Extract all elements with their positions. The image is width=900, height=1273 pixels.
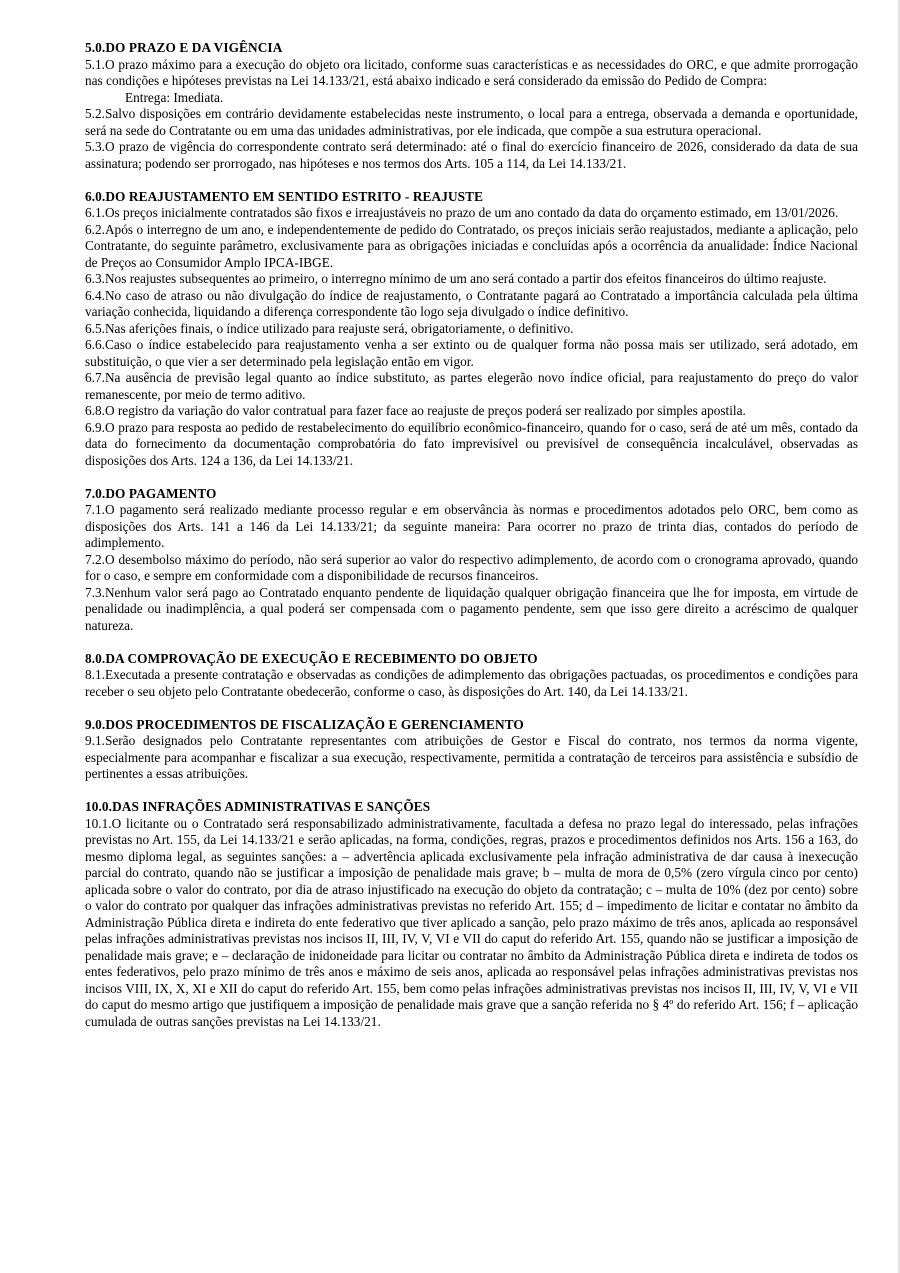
- section-heading: 6.0.DO REAJUSTAMENTO EM SENTIDO ESTRITO - REAJUSTE: [85, 188, 484, 204]
- clause-paragraph: 6.8.O registro da variação do valor contratual para fazer face ao reajuste de preços poderá ser realizado por simples apostila.: [85, 403, 746, 418]
- section-heading: 9.0.DOS PROCEDIMENTOS DE FISCALIZAÇÃO E GERENCIAMENTO: [85, 716, 524, 732]
- section-heading: 7.0.DO PAGAMENTO: [85, 485, 217, 501]
- clause-paragraph: 9.1.Serão designados pelo Contratante representantes com atribuições de Gestor e Fiscal do contrato, nos termos da norma vigente, especialmente para acompanhar e fiscalizar a sua execução, respectivamente, permitida a contratação de terceiros para assistência e subsídio de pertinentes a essas atribuições.: [85, 733, 858, 781]
- document-body: [85, 40, 858, 1030]
- clause-paragraph: 6.1.Os preços inicialmente contratados são fixos e irreajustáveis no prazo de um ano contado da data do orçamento estimado, em 13/01/2026.: [85, 205, 839, 220]
- clause-paragraph: 5.3.O prazo de vigência do correspondente contrato será determinado: até o final do exercício financeiro de 2026, considerado da data de sua assinatura; podendo ser prorrogado, nas hipóteses e nos termos dos Arts. 105 a 114, da Lei 14.133/21.: [85, 139, 858, 171]
- clause-paragraph: 7.2.O desembolso máximo do período, não será superior ao valor do respectivo adimplemento, de acordo com o cronograma aprovado, quando for o caso, e sempre em conformidade com a disponibilidade de recursos financeiros.: [85, 551, 858, 583]
- document-section: [85, 651, 858, 701]
- document-section: [85, 717, 858, 783]
- clause-paragraph: 10.1.O licitante ou o Contratado será responsabilizado administrativamente, facultada a defesa no prazo legal do interessado, pelas infrações previstas no Art. 155, da Lei 14.133/21 e serão aplicadas, na forma, condições, regras, prazos e procedimentos definidos nos Arts. 156 a 163, do mesmo diploma legal, as seguintes sanções: a – advertência aplicada exclusivamente pela infração administrativa de dar causa à inexecução parcial do contrato, quando não se justificar a imposição de penalidade mais grave; b – multa de mora de 0,5% (zero vírgula cinco por cento) aplicada sobre o valor do contrato, por dia de atraso injustificado na execução do objeto da contratação; c – multa de 10% (dez por cento) sobre o valor do contrato por qualquer das infrações administrativas previstas no referido Art. 155; d – impedimento de licitar e contatar no âmbito da Administração Pública direta e indireta do ente federativo que tiver aplicado a sanção, pelo prazo máximo de três anos, aplicada ao responsável pelas infrações administrativas previstas nos incisos II, III, IV, V, VI e VII do caput do referido Art. 155, quando não se justificar a imposição de penalidade mais grave; e – declaração de inidoneidade para licitar ou contratar no âmbito da Administração Pública direta e indireta de todos os entes federativos, pelo prazo mínimo de três anos e máximo de seis anos, aplicada ao responsável pelas infrações administrativas previstas nos incisos VIII, IX, X, XI e XII do caput do referido Art. 155, bem como pelas infrações administrativas previstas nos incisos II, III, IV, V, VI e VII do caput do mesmo artigo que justifiquem a imposição de penalidade mais grave que a sanção referida no § 4º do referido Art. 156; f – aplicação cumulada de outras sanções previstas na Lei 14.133/21.: [85, 815, 858, 1029]
- document-section: [85, 189, 858, 470]
- section-heading: 5.0.DO PRAZO E DA VIGÊNCIA: [85, 40, 283, 55]
- document-section: [85, 799, 858, 1030]
- document-section: [85, 40, 858, 172]
- clause-paragraph: 8.1.Executada a presente contratação e observadas as condições de adimplemento das obrigações pactuadas, os procedimentos e condições para receber o seu objeto pelo Contratante obedecerão, conforme o caso, às disposições do Art. 140, da Lei 14.133/21.: [85, 667, 858, 699]
- clause-paragraph: 6.7.Na ausência de previsão legal quanto ao índice substituto, as partes elegerão novo índice oficial, para reajustamento do preço do valor remanescente, por meio de termo aditivo.: [85, 370, 858, 402]
- clause-paragraph: 6.4.No caso de atraso ou não divulgação do índice de reajustamento, o Contratante pagará ao Contratado a importância calculada pela última variação conhecida, liquidando a diferença correspondente tão logo seja divulgado o índice definitivo.: [85, 287, 858, 319]
- clause-paragraph: 5.1.O prazo máximo para a execução do objeto ora licitado, conforme suas características e as necessidades do ORC, e que admite prorrogação nas condições e hipóteses previstas na Lei 14.133/21, está abaixo indicado e será considerado da emissão do Pedido de Compra:: [85, 56, 858, 88]
- clause-paragraph: 7.1.O pagamento será realizado mediante processo regular e em observância às normas e procedimentos adotados pelo ORC, bem como as disposições dos Arts. 141 a 146 da Lei 14.133/21; da seguinte maneira: Para ocorrer no prazo de trinta dias, contados do período de adimplemento.: [85, 502, 858, 550]
- section-heading: 10.0.DAS INFRAÇÕES ADMINISTRATIVAS E SANÇÕES: [85, 799, 431, 814]
- clause-paragraph: 6.5.Nas aferições finais, o índice utilizado para reajuste será, obrigatoriamente, o definitivo.: [85, 320, 574, 336]
- clause-paragraph: 6.6.Caso o índice estabelecido para reajustamento venha a ser extinto ou de qualquer forma não possa mais ser utilizado, será adotado, em substituição, o que vier a ser determinado pela legislação então em vigor.: [85, 337, 858, 369]
- clause-paragraph: 5.2.Salvo disposições em contrário devidamente estabelecidas neste instrumento, o local para a entrega, observada a demanda e oportunidade, será na sede do Contratante ou em uma das unidades administrativas, por ele indicada, que compõe a sua estrutura operacional.: [85, 106, 858, 138]
- clause-paragraph: 6.2.Após o interregno de um ano, e independentemente de pedido do Contratado, os preços iniciais serão reajustados, mediante a aplicação, pelo Contratante, do seguinte parâmetro, exclusivamente para as obrigações iniciadas e concluídas após a ocorrência da anualidade: Índice Nacional de Preços ao Consumidor Amplo IPCA-IBGE.: [85, 221, 858, 270]
- clause-paragraph: 7.3.Nenhum valor será pago ao Contratado enquanto pendente de liquidação qualquer obrigação financeira que lhe for imposta, em virtude de penalidade ou inadimplência, a qual poderá ser compensada com o pagamento pendente, sem que isso gere direito a acréscimo de qualquer natureza.: [85, 584, 858, 633]
- document-section: [85, 486, 858, 635]
- clause-paragraph: 6.9.O prazo para resposta ao pedido de restabelecimento do equilíbrio econômico-financeiro, quando for o caso, será de até um mês, contado da data do fornecimento da documentação comprobatória do fato imprevisível ou previsível de consequência incalculável, observadas as disposições dos Arts. 124 a 136, da Lei 14.133/21.: [85, 419, 858, 468]
- section-heading: 8.0.DA COMPROVAÇÃO DE EXECUÇÃO E RECEBIMENTO DO OBJETO: [85, 650, 538, 666]
- clause-paragraph: 6.3.Nos reajustes subsequentes ao primeiro, o interregno mínimo de um ano será contado a partir dos efeitos financeiros do último reajuste.: [85, 271, 827, 286]
- indented-clause: Entrega: Imediata.: [125, 89, 224, 105]
